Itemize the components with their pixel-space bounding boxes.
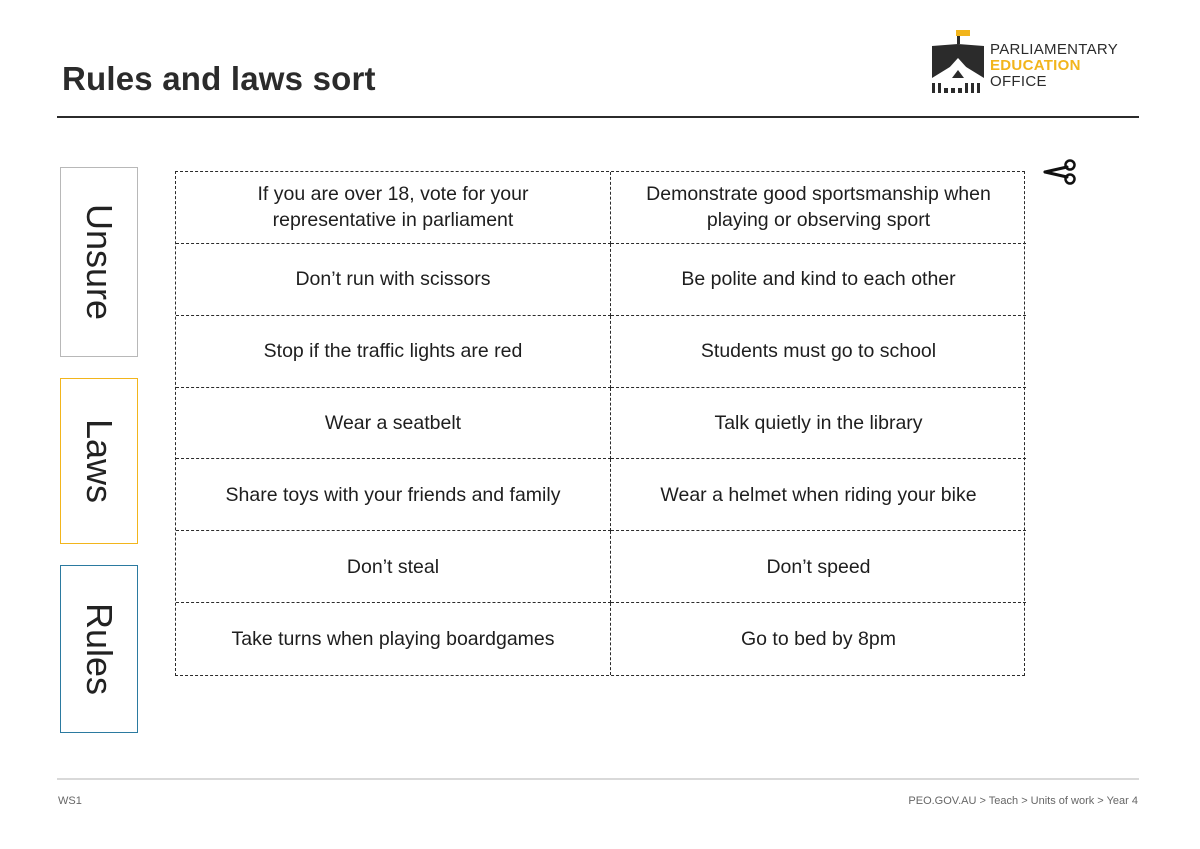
parliament-house-icon <box>930 28 986 94</box>
card[interactable]: Wear a seatbelt <box>176 388 611 460</box>
page-title: Rules and laws sort <box>62 60 376 97</box>
card[interactable]: Don’t steal <box>176 531 611 603</box>
card[interactable]: Don’t run with scissors <box>176 244 611 316</box>
card[interactable]: Go to bed by 8pm <box>740 628 896 651</box>
label-unsure-text: Unsure <box>79 203 120 321</box>
logo-line-parliamentary: PARLIAMENTARY <box>990 41 1119 58</box>
logo-line-education: EDUCATION <box>990 57 1081 74</box>
footer-breadcrumb: PEO.GOV.AU > Teach > Units of work > Year 4 <box>908 795 1138 807</box>
logo-text <box>990 42 1118 90</box>
card[interactable]: Take turns when playing boardgames <box>176 603 611 675</box>
cut-out-card-grid <box>175 171 1025 676</box>
label-rules-text: Rules <box>79 602 121 696</box>
label-unsure-card[interactable] <box>60 167 138 357</box>
card[interactable]: Talk quietly in the library <box>611 388 1026 460</box>
worksheet-code: WS1 <box>58 795 82 807</box>
card[interactable]: If you are over 18, vote for your representative in parliament <box>176 172 611 244</box>
label-rules-card[interactable] <box>60 565 138 733</box>
card[interactable]: Stop if the traffic lights are red <box>176 316 611 388</box>
card[interactable]: Demonstrate good sportsmanship when playing or observing sport <box>611 172 1026 244</box>
label-laws-card[interactable] <box>60 378 138 544</box>
footer-divider <box>57 778 1139 780</box>
peo-logo <box>930 28 1140 98</box>
card[interactable]: Share toys with your friends and family <box>176 459 611 531</box>
scissors-icon <box>1043 158 1077 188</box>
card[interactable]: Students must go to school <box>611 316 1026 388</box>
header-divider <box>57 116 1139 118</box>
logo-line-office: OFFICE <box>990 73 1047 90</box>
label-laws-text: Laws <box>79 418 121 504</box>
card[interactable]: Wear a helmet when riding your bike <box>611 459 1026 531</box>
card[interactable]: Don’t speed <box>611 531 1026 603</box>
card[interactable]: Be polite and kind to each other <box>611 244 1026 316</box>
